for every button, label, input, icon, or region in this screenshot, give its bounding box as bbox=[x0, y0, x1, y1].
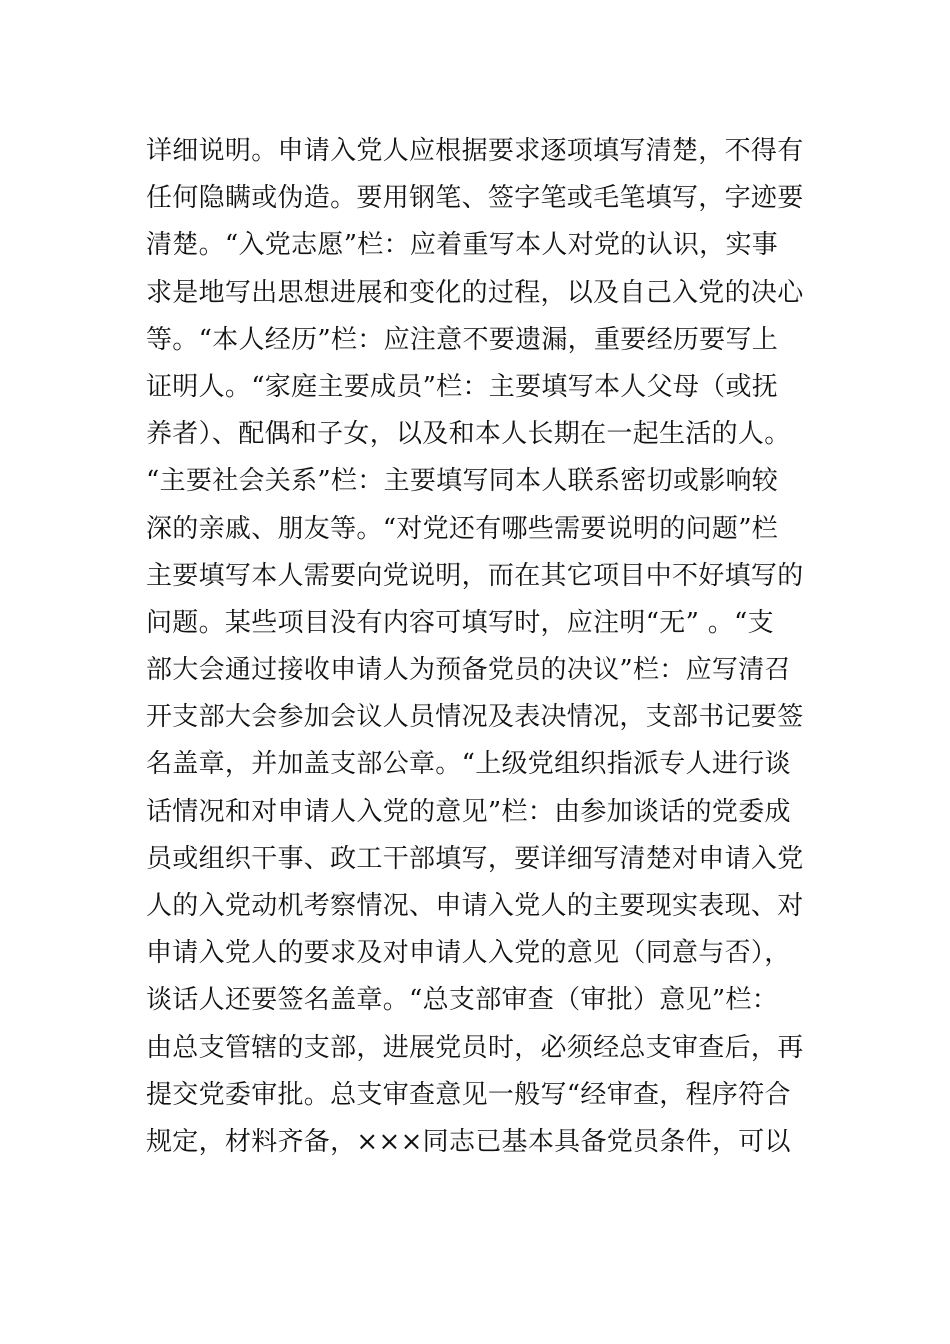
text-line: 部大会通过接收申请人为预备党员的决议”栏：应写清召 bbox=[146, 655, 791, 686]
text-line: 清楚。“入党志愿”栏：应着重写本人对党的认识，实事 bbox=[146, 230, 779, 261]
text-line: 人的入党动机考察情况、申请入党人的主要现实表现、对 bbox=[146, 891, 804, 921]
text-line: 开支部大会参加会议人员情况及表决情况，支部书记要签 bbox=[146, 702, 804, 733]
text-line: 证明人。“家庭主要成员”栏：主要填写本人父母（或抚 bbox=[146, 371, 779, 402]
text-line: 提交党委审批。总支审查意见一般写“经审查，程序符合 bbox=[146, 1079, 791, 1110]
text-line: 养者）、配偶和子女，以及和本人长期在一起生活的人。 bbox=[146, 419, 791, 450]
body-text bbox=[146, 128, 811, 1166]
text-line: 规定，材料齐备，×××同志已基本具备党员条件，可以 bbox=[146, 1126, 791, 1157]
text-line: 等。“本人经历”栏：应注意不要遗漏，重要经历要写上 bbox=[146, 324, 779, 355]
text-line: 谈话人还要签名盖章。“总支部审查（审批）意见”栏： bbox=[146, 985, 779, 1016]
text-line: 详细说明。申请入党人应根据要求逐项填写清楚，不得有 bbox=[146, 136, 804, 166]
text-line: 深的亲戚、朋友等。“对党还有哪些需要说明的问题”栏 bbox=[146, 513, 779, 544]
text-line: 主要填写本人需要向党说明，而在其它项目中不好填写的 bbox=[146, 560, 804, 591]
text-line: 名盖章，并加盖支部公章。“上级党组织指派专人进行谈 bbox=[146, 749, 791, 780]
text-line: 问题。某些项目没有内容可填写时，应注明“无” 。“支 bbox=[146, 607, 774, 638]
text-line: 任何隐瞒或伪造。要用钢笔、签字笔或毛笔填写，字迹要 bbox=[146, 183, 804, 214]
text-line: 话情况和对申请人入党的意见”栏：由参加谈话的党委成 bbox=[146, 796, 791, 827]
text-line: 由总支管辖的支部，进展党员时，必须经总支审查后，再 bbox=[146, 1032, 804, 1063]
text-line: 求是地写出思想进展和变化的过程，以及自己入党的决心 bbox=[146, 277, 804, 308]
text-line: “主要社会关系”栏：主要填写同本人联系密切或影响较 bbox=[146, 466, 779, 497]
text-line: 员或组织干事、政工干部填写，要详细写清楚对申请入党 bbox=[146, 843, 804, 874]
text-line: 申请入党人的要求及对申请人入党的意见（同意与否）， bbox=[146, 938, 791, 969]
